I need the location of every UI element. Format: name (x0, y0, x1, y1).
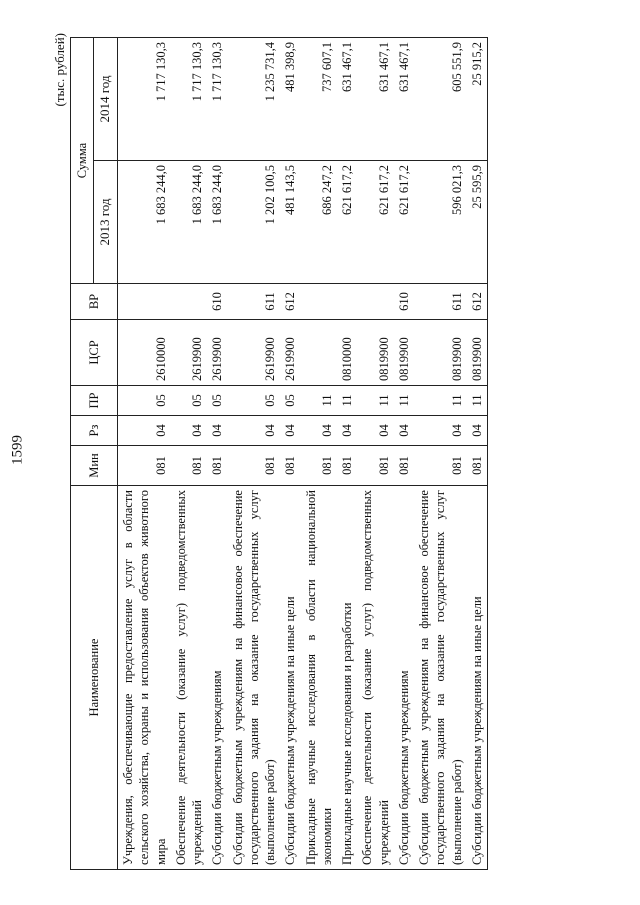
row-name: Субсидии бюджетным учреждениям на финансовое обеспечение государственного задания на оказание государственных услуг (выполнение работ) (228, 486, 281, 870)
table-header (71, 38, 118, 870)
header-vr: ВР (71, 284, 118, 320)
row-name: Субсидии бюджетным учреждениям на иные цели (280, 486, 300, 870)
row-sum-2013: 686 247,2 (301, 161, 338, 284)
row-pr: 11 (394, 386, 414, 416)
row-rz: 04 (414, 416, 467, 446)
row-min: 081 (207, 446, 227, 486)
row-rz: 04 (228, 416, 281, 446)
row-sum-2013: 1 683 244,0 (207, 161, 227, 284)
row-vr (301, 284, 338, 320)
units-label: (тыс. рублей) (52, 33, 67, 107)
row-pr: 05 (118, 386, 171, 416)
row-pr: 11 (301, 386, 338, 416)
row-name: Субсидии бюджетным учреждениям на финансовое обеспечение государственного задания на оказание государственных услуг (выполнение работ) (414, 486, 467, 870)
table-row (228, 38, 281, 870)
row-vr (171, 284, 208, 320)
row-name: Прикладные научные исследования в области национальной экономики (301, 486, 338, 870)
row-min: 081 (228, 446, 281, 486)
row-sum-2014: 1 235 731,4 (228, 38, 281, 161)
row-csr: 0819900 (467, 320, 488, 386)
row-sum-2014: 631 467,1 (337, 38, 357, 161)
row-name: Субсидии бюджетным учреждениям на иные цели (467, 486, 488, 870)
row-csr: 2619900 (171, 320, 208, 386)
table-row (118, 38, 171, 870)
row-sum-2013: 1 202 100,5 (228, 161, 281, 284)
row-csr (301, 320, 338, 386)
row-pr: 11 (414, 386, 467, 416)
row-sum-2013: 621 617,2 (337, 161, 357, 284)
row-pr: 05 (280, 386, 300, 416)
row-min: 081 (337, 446, 357, 486)
row-pr: 11 (357, 386, 394, 416)
row-vr: 612 (280, 284, 300, 320)
row-csr: 0819900 (357, 320, 394, 386)
row-vr: 611 (228, 284, 281, 320)
table-row (171, 38, 208, 870)
table-row (207, 38, 227, 870)
row-sum-2014: 1 717 130,3 (118, 38, 171, 161)
row-sum-2013: 1 683 244,0 (118, 161, 171, 284)
row-name: Субсидии бюджетным учреждениям (207, 486, 227, 870)
row-rz: 04 (171, 416, 208, 446)
page-number: 1599 (9, 435, 26, 465)
row-vr: 611 (414, 284, 467, 320)
row-pr: 05 (207, 386, 227, 416)
row-vr: 610 (207, 284, 227, 320)
row-name: Прикладные научные исследования и разработки (337, 486, 357, 870)
table-row (337, 38, 357, 870)
row-sum-2014: 1 717 130,3 (171, 38, 208, 161)
header-2013: 2013 год (94, 161, 118, 284)
table-body (118, 38, 488, 870)
row-csr: 2619900 (280, 320, 300, 386)
row-name: Обеспечение деятельности (оказание услуг) подведомственных учреждений (357, 486, 394, 870)
header-rz: Рз (71, 416, 118, 446)
row-vr (337, 284, 357, 320)
row-name: Обеспечение деятельности (оказание услуг) подведомственных учреждений (171, 486, 208, 870)
row-rz: 04 (280, 416, 300, 446)
row-sum-2014: 631 467,1 (394, 38, 414, 161)
row-sum-2014: 631 467,1 (357, 38, 394, 161)
header-pr: ПР (71, 386, 118, 416)
header-min: Мин (71, 446, 118, 486)
row-pr: 11 (337, 386, 357, 416)
row-sum-2013: 621 617,2 (357, 161, 394, 284)
row-csr: 0810000 (337, 320, 357, 386)
budget-table (70, 37, 488, 870)
row-rz: 04 (394, 416, 414, 446)
row-csr: 0819900 (414, 320, 467, 386)
table-row (280, 38, 300, 870)
table-row (414, 38, 467, 870)
row-sum-2013: 596 021,3 (414, 161, 467, 284)
row-rz: 04 (301, 416, 338, 446)
row-min: 081 (118, 446, 171, 486)
row-pr: 11 (467, 386, 488, 416)
row-pr: 05 (171, 386, 208, 416)
row-min: 081 (394, 446, 414, 486)
row-rz: 04 (357, 416, 394, 446)
row-sum-2014: 737 607,1 (301, 38, 338, 161)
row-name: Учреждения, обеспечивающие предоставление услуг в области сельского хозяйства, охраны и использования объектов животного мира (118, 486, 171, 870)
row-csr: 2610000 (118, 320, 171, 386)
row-sum-2013: 481 143,5 (280, 161, 300, 284)
row-min: 081 (467, 446, 488, 486)
header-sum: Сумма (71, 38, 94, 284)
header-csr: ЦСР (71, 320, 118, 386)
table-row (357, 38, 394, 870)
row-sum-2014: 1 717 130,3 (207, 38, 227, 161)
table-row (467, 38, 488, 870)
row-min: 081 (414, 446, 467, 486)
row-rz: 04 (337, 416, 357, 446)
row-csr: 2619900 (207, 320, 227, 386)
row-vr: 610 (394, 284, 414, 320)
row-vr (118, 284, 171, 320)
row-csr: 2619900 (228, 320, 281, 386)
row-sum-2013: 25 595,9 (467, 161, 488, 284)
row-pr: 05 (228, 386, 281, 416)
row-rz: 04 (207, 416, 227, 446)
table-row (394, 38, 414, 870)
row-rz: 04 (467, 416, 488, 446)
row-name: Субсидии бюджетным учреждениям (394, 486, 414, 870)
row-vr: 612 (467, 284, 488, 320)
row-sum-2014: 25 915,2 (467, 38, 488, 161)
row-min: 081 (280, 446, 300, 486)
table-row (301, 38, 338, 870)
row-sum-2013: 621 617,2 (394, 161, 414, 284)
row-sum-2013: 1 683 244,0 (171, 161, 208, 284)
header-name: Наименование (71, 486, 118, 870)
header-2014: 2014 год (94, 38, 118, 161)
row-min: 081 (171, 446, 208, 486)
row-csr: 0819900 (394, 320, 414, 386)
row-vr (357, 284, 394, 320)
row-min: 081 (301, 446, 338, 486)
row-min: 081 (357, 446, 394, 486)
row-rz: 04 (118, 416, 171, 446)
row-sum-2014: 605 551,9 (414, 38, 467, 161)
row-sum-2014: 481 398,9 (280, 38, 300, 161)
